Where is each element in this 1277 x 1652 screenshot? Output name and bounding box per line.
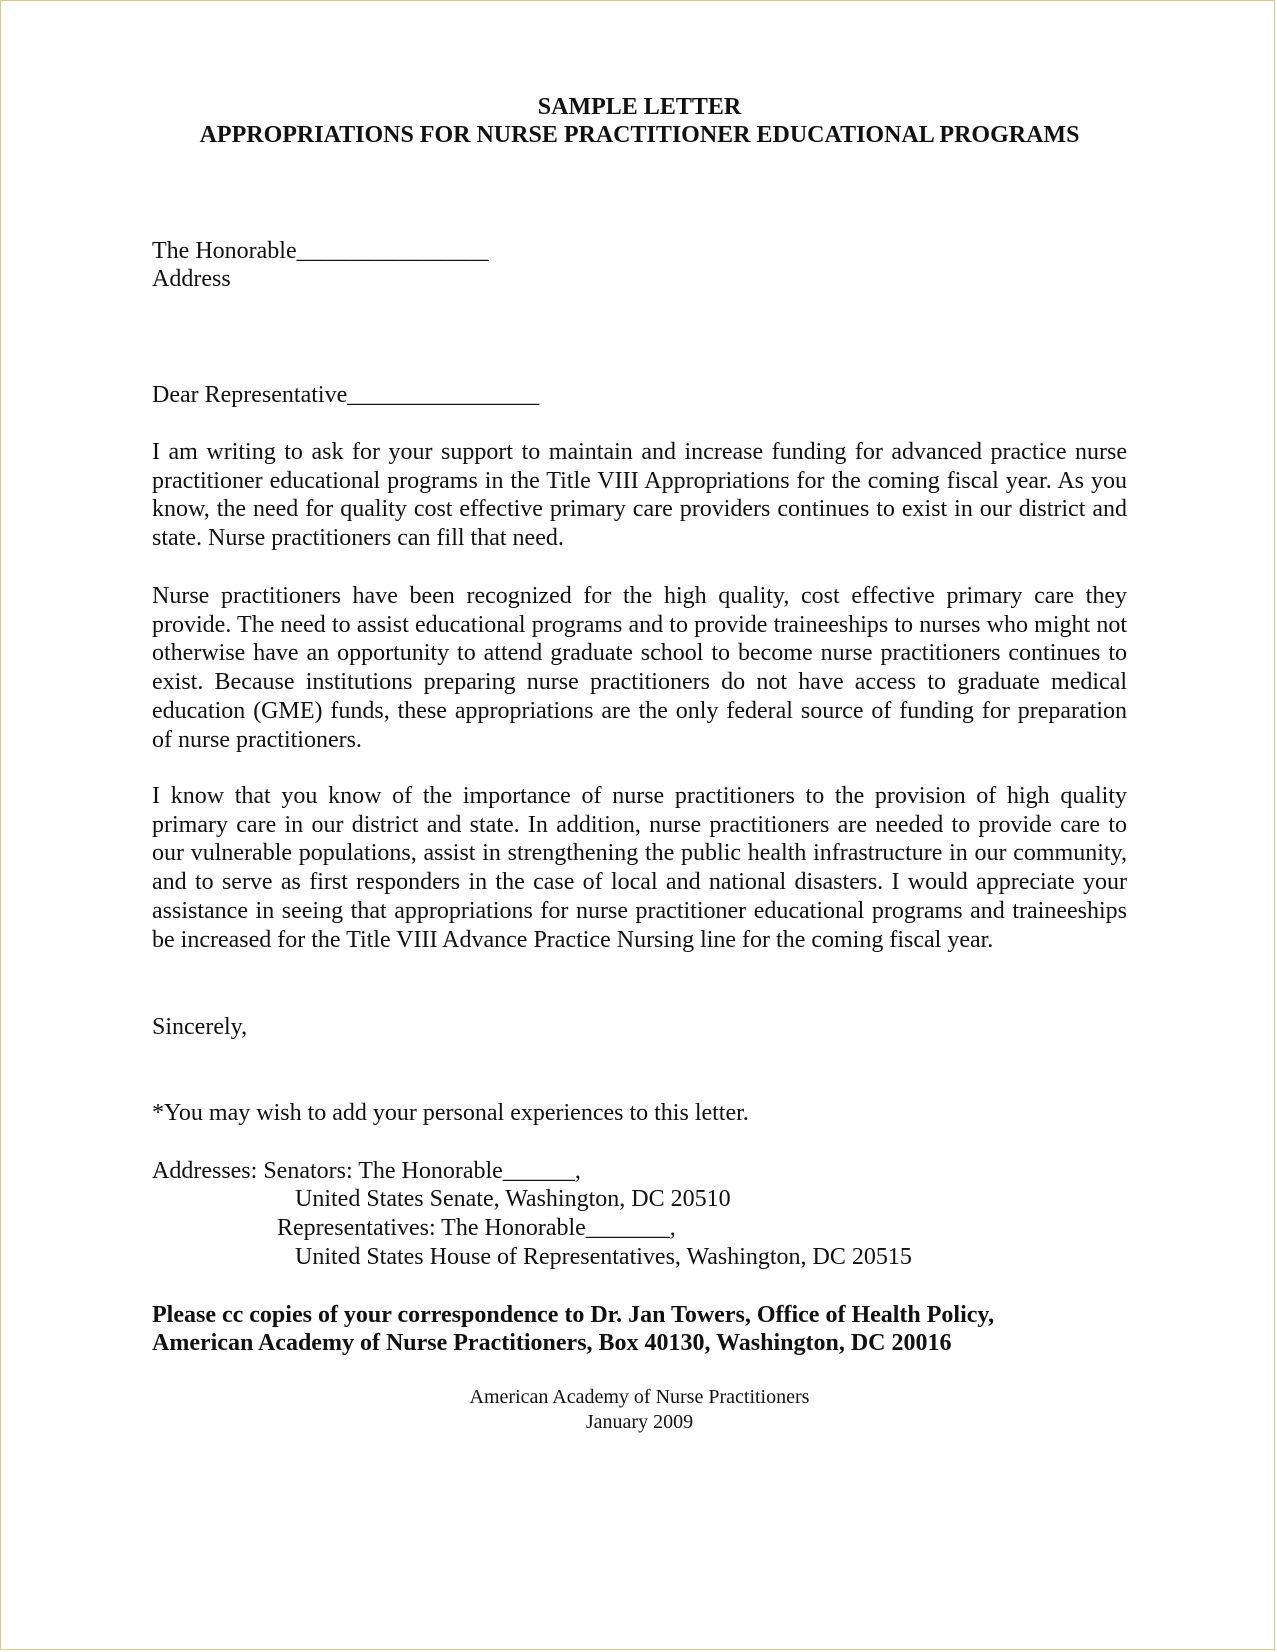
senate-address: United States Senate, Washington, DC 20510	[295, 1186, 731, 1212]
personal-note: *You may wish to add your personal experiences to this letter.	[152, 1100, 749, 1126]
cc-notice-line-2: American Academy of Nurse Practitioners, Box 40130, Washington, DC 20016	[152, 1330, 952, 1356]
body-paragraph-1: I am writing to ask for your support to maintain and increase funding for advanced practice nurse practitioner educational programs in the Title VIII Appropriations for the coming fiscal year. As you know, the need for quality cost effective primary care providers continues to exist in our district and state. Nurse practitioners can fill that need.	[152, 439, 1127, 552]
footer-date: January 2009	[585, 1411, 694, 1433]
recipient-address-line: Address	[152, 266, 231, 292]
recipient-name-line: The Honorable________________	[152, 238, 489, 264]
addresses-senators-line: Addresses: Senators: The Honorable______,	[152, 1158, 581, 1184]
cc-notice-line-1: Please cc copies of your correspondence to Dr. Jan Towers, Office of Health Policy,	[152, 1302, 995, 1328]
letter-subtitle: APPROPRIATIONS FOR NURSE PRACTITIONER EDUCATIONAL PROGRAMS	[199, 122, 1080, 148]
letter-title: SAMPLE LETTER	[537, 94, 742, 120]
house-address: United States House of Representatives, Washington, DC 20515	[295, 1244, 912, 1270]
salutation: Dear Representative________________	[152, 382, 540, 408]
footer-organization: American Academy of Nurse Practitioners	[469, 1386, 810, 1408]
body-paragraph-3: I know that you know of the importance of nurse practitioners to the provision of high quality primary care in our district and state. In addition, nurse practitioners are needed to provide care to our vulnerable populations, assist in strengthening the public health infrastructure in our community, and to serve as first responders in the case of local and national disasters. I would appreciate your assistance in seeing that appropriations for nurse practitioner educational programs and traineeships be increased for the Title VIII Advance Practice Nursing line for the coming fiscal year.	[152, 783, 1127, 953]
body-paragraph-2: Nurse practitioners have been recognized for the high quality, cost effective primary care they provide. The need to assist educational programs and to provide traineeships to nurses who might not otherwise have an opportunity to attend graduate school to become nurse practitioners continues to exist. Because institutions preparing nurse practitioners do not have access to graduate medical education (GME) funds, these appropriations are the only federal source of funding for preparation of nurse practitioners.	[152, 583, 1127, 753]
closing: Sincerely,	[152, 1014, 248, 1040]
addresses-representatives-line: Representatives: The Honorable_______,	[277, 1215, 676, 1241]
